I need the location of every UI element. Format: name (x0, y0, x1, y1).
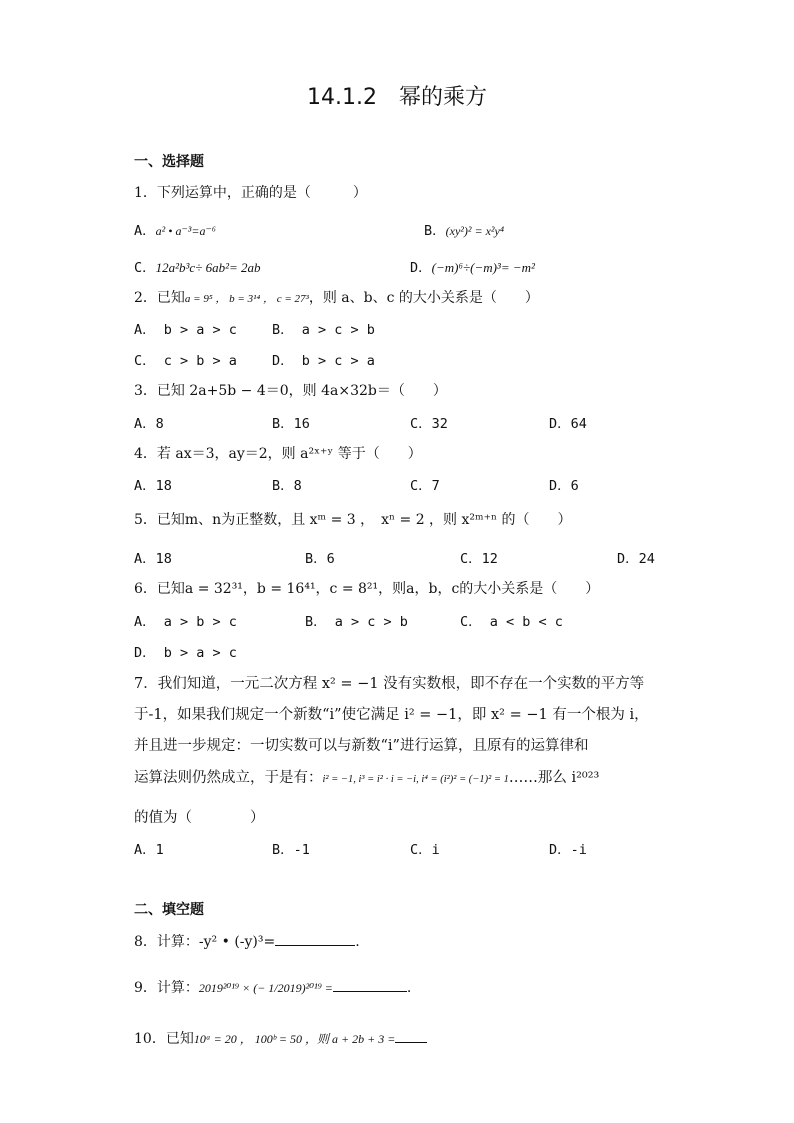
q4-option-a: A．18 (134, 478, 172, 494)
q7-option-a: A．1 (134, 842, 164, 858)
q5-option-b: B．6 (305, 551, 335, 567)
question-4-stem: 4．若 ax＝3，ay＝2，则 a²ˣ⁺ʸ 等于（ ） (134, 446, 422, 462)
q6-option-b: B． a > c > b (305, 614, 408, 630)
q3-option-a: A．8 (134, 416, 164, 432)
question-7-line-5: 的值为（ ） (134, 810, 265, 826)
q6-option-a: A． a > b > c (134, 614, 237, 630)
question-8: 8．计算：-y² • (-y)³= . (134, 934, 360, 950)
question-1-stem: 1．下列运算中，正确的是（ ） (134, 185, 367, 201)
q7-option-b: B．-1 (272, 842, 310, 858)
question-7-line-3: 并且进一步规定：一切实数可以与新数“i”进行运算，且原有的运算律和 (134, 738, 589, 754)
section-choice-heading: 一、选择题 (134, 154, 204, 170)
q2-option-b: B． a > c > b (272, 322, 375, 338)
q3-option-d: D．64 (549, 416, 587, 432)
q2-option-c: C． c > b > a (134, 353, 237, 369)
question-7-line-4: 运算法则仍然成立，于是有：i² = −1, i³ = i² · i = −i, i⁴ = (i²)² = (−1)² = 1……那么 i²⁰²³ (134, 770, 600, 786)
q1-option-c: C．12a²b³c÷ 6ab²= 2ab (134, 260, 261, 276)
question-2-stem: 2．已知a = 9⁵ ， b = 3¹⁴ ， c = 27³，则 a、b、c 的大小关系是（ ） (134, 290, 539, 306)
q6-option-d: D． b > a > c (134, 645, 237, 661)
q1-option-a: A．a² • a⁻³=a⁻⁶ (134, 223, 216, 239)
q4-option-c: C．7 (410, 478, 440, 494)
question-5-stem: 5．已知m、n为正整数，且 xᵐ = 3 ， xⁿ = 2 ，则 x²ᵐ⁺ⁿ 的（ ） (134, 512, 572, 528)
q3-option-b: B．16 (272, 416, 310, 432)
q1-option-d: D．(−m)⁶÷(−m)³= −m² (410, 260, 535, 276)
q5-option-a: A．18 (134, 551, 172, 567)
question-6-stem: 6．已知a = 32³¹，b = 16⁴¹，c = 8²¹，则a，b，c的大小关系是（ ） (134, 581, 600, 597)
q8-answer-blank[interactable] (275, 933, 355, 946)
question-3-stem: 3．已知 2a+5b − 4＝0，则 4a×32b＝（ ） (134, 383, 447, 399)
q2-option-d: D． b > c > a (272, 353, 375, 369)
q7-option-d: D．-i (549, 842, 587, 858)
page-title: 14.1.2 幂的乘方 (307, 85, 487, 110)
question-7-line-2: 于-1，如果我们规定一个新数“i”使它满足 i² = −1，即 x² = −1 有一个根为 i， (134, 707, 649, 723)
q7-option-c: C．i (410, 842, 440, 858)
q6-option-c: C． a < b < c (460, 614, 563, 630)
q5-option-c: C．12 (460, 551, 498, 567)
q9-answer-blank[interactable] (333, 979, 407, 992)
q10-answer-blank[interactable] (395, 1030, 427, 1043)
question-9: 9．计算：2019²⁰¹⁹ × (− 1/2019)²⁰¹⁹ = . (134, 980, 412, 996)
q4-option-d: D．6 (549, 478, 579, 494)
section-fill-heading: 二、填空题 (134, 902, 204, 918)
question-7-line-1: 7．我们知道，一元二次方程 x² = −1 没有实数根，即不存在一个实数的平方等 (134, 676, 645, 692)
q3-option-c: C．32 (410, 416, 448, 432)
q1-option-b: B．(xy²)² = x²y⁴ (424, 223, 504, 239)
q4-option-b: B．8 (272, 478, 302, 494)
q5-option-d: D．24 (617, 551, 655, 567)
q2-option-a: A． b > a > c (134, 322, 237, 338)
question-10: 10．已知10ᵃ = 20 ， 100ᵇ = 50 ，则 a + 2b + 3 = (134, 1028, 427, 1048)
